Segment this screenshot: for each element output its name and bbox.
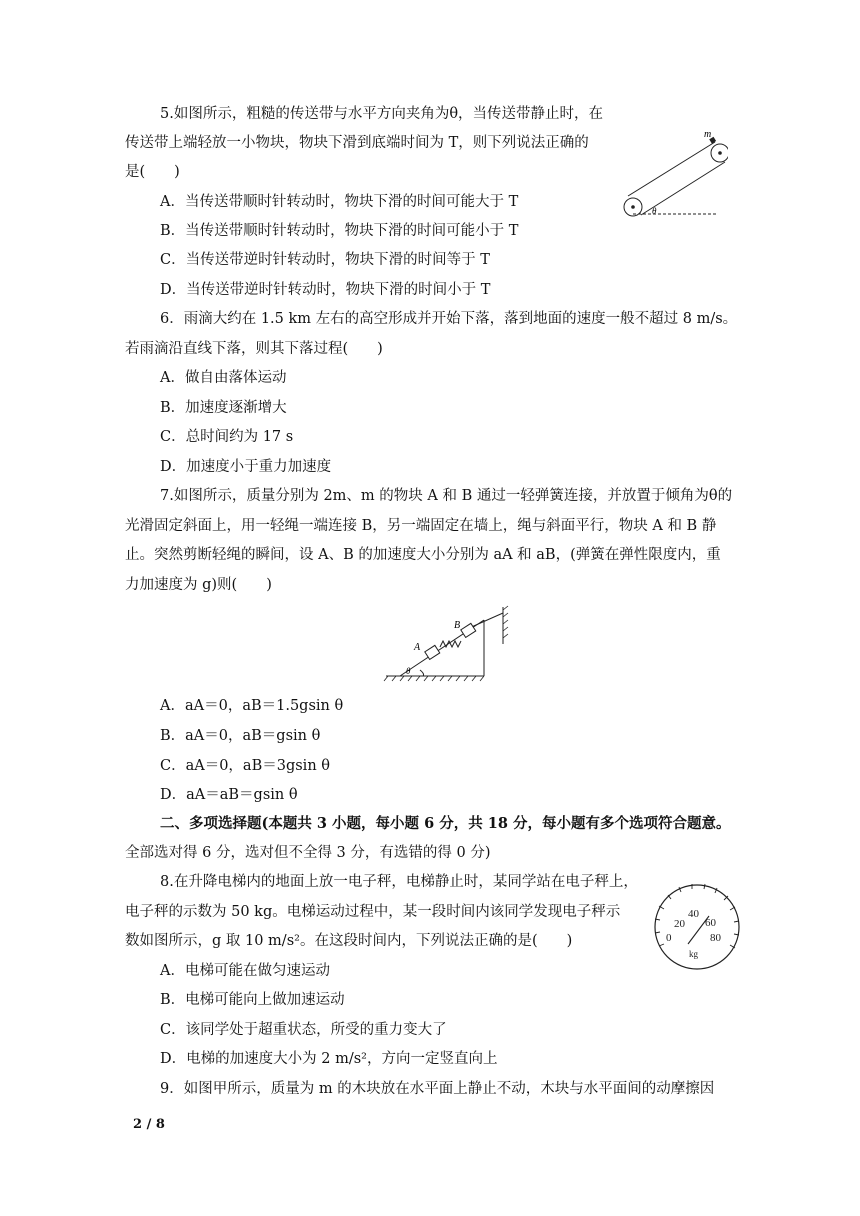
incline-spring-figure xyxy=(380,604,515,686)
q6-option-b: B．加速度逐渐增大 xyxy=(160,400,287,416)
incline-block-a-label: A xyxy=(414,642,421,653)
q8-stem-line1: 8.在升降电梯内的地面上放一电子秤，电梯静止时，某同学站在电子秤上， xyxy=(160,874,638,890)
q5-option-a: A．当传送带顺时针转动时，物块下滑的时间可能大于 T xyxy=(160,194,519,210)
q9-stem-line1: 9．如图甲所示，质量为 m 的木块放在水平面上静止不动，木块与水平面间的动摩擦因 xyxy=(160,1081,715,1097)
scale-dial-tick-40: 40 xyxy=(688,908,699,920)
page-number: 2 / 8 xyxy=(133,1117,165,1132)
conveyor-mass-label: m xyxy=(704,129,712,140)
scale-dial-tick-0: 0 xyxy=(666,932,672,944)
q8-stem-line3: 数如图所示，g 取 10 m/s²。在这段时间内，下列说法正确的是( ) xyxy=(125,933,573,949)
scale-dial-tick-80: 80 xyxy=(710,932,721,944)
q5-stem-line1: 5.如图所示，粗糙的传送带与水平方向夹角为θ，当传送带静止时，在 xyxy=(160,106,604,122)
incline-block-b-label: B xyxy=(454,620,461,631)
scale-dial-figure xyxy=(652,882,742,972)
conveyor-angle-label: θ xyxy=(652,206,657,216)
q5-stem-line2: 传送带上端轻放一小物块，物块下滑到底端时间为 T，则下列说法正确的 xyxy=(125,135,589,151)
q6-option-a: A．做自由落体运动 xyxy=(160,370,287,386)
q8-option-d: D．电梯的加速度大小为 2 m/s²，方向一定竖直向上 xyxy=(160,1051,498,1067)
q7-stem-line3: 止。突然剪断轻绳的瞬间，设 A、B 的加速度大小分别为 aA 和 aB，(弹簧在弹性限度内，重 xyxy=(125,547,721,563)
section-heading-line2: 全部选对得 6 分，选对但不全得 3 分，有选错的得 0 分) xyxy=(125,845,491,861)
conveyor-belt-figure xyxy=(618,126,728,221)
q7-option-a: A．aA＝0，aB＝1.5gsin θ xyxy=(160,698,344,714)
q5-option-c: C．当传送带逆时针转动时，物块下滑的时间等于 T xyxy=(160,252,490,268)
q6-option-d: D．加速度小于重力加速度 xyxy=(160,459,332,475)
scale-dial-tick-60: 60 xyxy=(705,917,716,929)
q8-stem-line2: 电子秤的示数为 50 kg。电梯运动过程中，某一段时间内该同学发现电子秤示 xyxy=(125,904,621,920)
incline-angle-label: θ xyxy=(406,666,411,676)
q8-option-c: C．该同学处于超重状态，所受的重力变大了 xyxy=(160,1022,447,1038)
q8-option-a: A．电梯可能在做匀速运动 xyxy=(160,963,330,979)
q6-option-c: C．总时间约为 17 s xyxy=(160,429,294,445)
q7-option-d: D．aA＝aB＝gsin θ xyxy=(160,787,298,803)
section-heading-line1: 二、多项选择题(本题共 3 小题，每小题 6 分，共 18 分，每小题有多个选项符合题意。 xyxy=(160,815,731,832)
q7-option-b: B．aA＝0，aB＝gsin θ xyxy=(160,728,321,744)
q7-stem-line1: 7.如图所示，质量分别为 2m、m 的物块 A 和 B 通过一轻弹簧连接，并放置于倾角为θ的 xyxy=(160,488,733,504)
q7-stem-line4: 力加速度为 g)则( ) xyxy=(125,577,272,593)
q7-stem-line2: 光滑固定斜面上，用一轻绳一端连接 B，另一端固定在墙上，绳与斜面平行，物块 A 和 B 静 xyxy=(125,518,717,534)
scale-dial-unit: kg xyxy=(689,949,698,959)
q5-option-b: B．当传送带顺时针转动时，物块下滑的时间可能小于 T xyxy=(160,223,519,239)
q5-option-d: D．当传送带逆时针转动时，物块下滑的时间小于 T xyxy=(160,282,491,298)
q6-stem-line2: 若雨滴沿直线下落，则其下落过程( ) xyxy=(125,341,383,357)
q7-option-c: C．aA＝0，aB＝3gsin θ xyxy=(160,758,330,774)
q8-option-b: B．电梯可能向上做加速运动 xyxy=(160,992,345,1008)
q6-stem-line1: 6．雨滴大约在 1.5 km 左右的高空形成并开始下落，落到地面的速度一般不超过 8 m/s。 xyxy=(160,311,738,327)
scale-dial-tick-20: 20 xyxy=(674,918,685,930)
q5-stem-line3: 是( ) xyxy=(125,164,180,180)
